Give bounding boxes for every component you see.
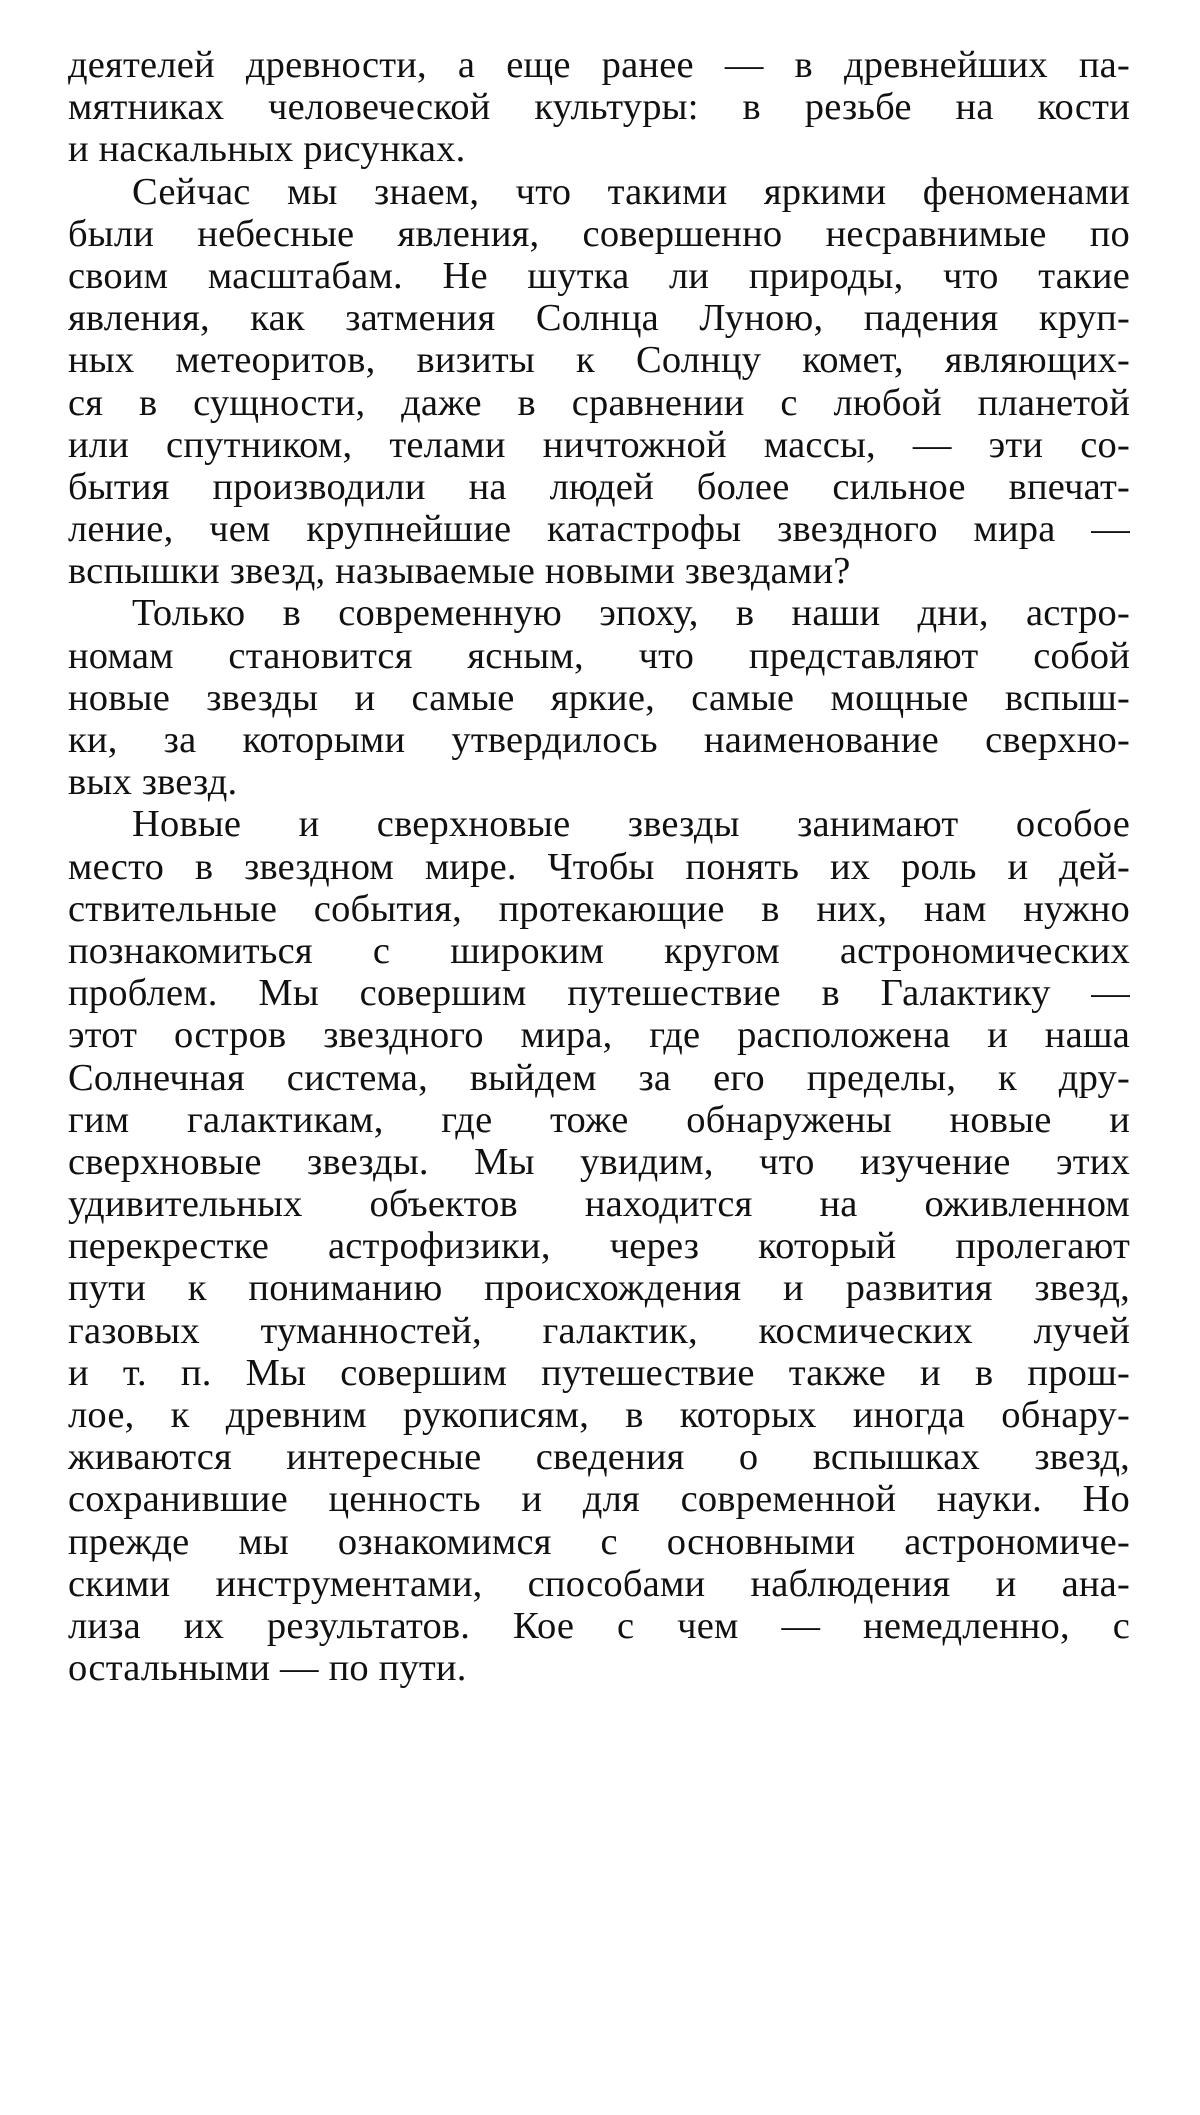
text-line: мятниках человеческой культуры: в резьбе на кости bbox=[68, 86, 1130, 129]
text-line: ных метеоритов, визиты к Солнцу комет, являющих- bbox=[68, 339, 1130, 382]
page-text bbox=[68, 44, 1130, 1689]
text-line: новые звезды и самые яркие, самые мощные вспыш- bbox=[68, 676, 1130, 719]
text-line: своим масштабам. Не шутка ли природы, что такие bbox=[68, 254, 1130, 297]
text-line: сохранившие ценность и для современной науки. Но bbox=[68, 1478, 1130, 1521]
text-line: ление, чем крупнейшие катастрофы звездного мира — bbox=[68, 508, 1130, 551]
text-line: живаются интересные сведения о вспышках звезд, bbox=[68, 1436, 1130, 1479]
text-line: перекрестке астрофизики, через который пролегают bbox=[68, 1225, 1130, 1268]
text-line: лиза их результатов. Кое с чем — немедленно, с bbox=[68, 1604, 1130, 1647]
text-line: Солнечная система, выйдем за его пределы, к дру- bbox=[68, 1056, 1130, 1099]
text-line: ки, за которыми утвердилось наименование сверхно- bbox=[68, 719, 1130, 761]
text-line: познакомиться с широким кругом астрономических bbox=[68, 929, 1130, 972]
text-line: скими инструментами, способами наблюдения и ана- bbox=[68, 1562, 1130, 1605]
text-line: номам становится ясным, что представляют собой bbox=[68, 634, 1130, 677]
text-line: остальными — по пути. bbox=[68, 1647, 467, 1690]
text-line: были небесные явления, совершенно несравнимые по bbox=[68, 212, 1130, 255]
text-line: вых звезд. bbox=[68, 761, 238, 804]
text-line: место в звездном мире. Чтобы понять их роль и дей- bbox=[68, 845, 1130, 888]
text-line: деятелей древности, а еще ранее — в древнейших па- bbox=[68, 44, 1130, 86]
text-line: удивительных объектов находится на оживленном bbox=[68, 1183, 1130, 1226]
text-line: этот остров звездного мира, где расположена и наша bbox=[68, 1014, 1130, 1057]
text-line: газовых туманностей, галактик, космических лучей bbox=[68, 1309, 1130, 1352]
text-line: Новые и сверхновые звезды занимают особое bbox=[132, 803, 1130, 846]
text-line: пути к пониманию происхождения и развития звезд, bbox=[68, 1267, 1130, 1310]
text-line: проблем. Мы совершим путешествие в Галактику — bbox=[68, 972, 1130, 1015]
text-line: вспышки звезд, называемые новыми звездами? bbox=[68, 550, 851, 593]
text-line: и наскальных рисунках. bbox=[68, 128, 466, 171]
text-line: ся в сущности, даже в сравнении с любой планетой bbox=[68, 381, 1130, 424]
text-line: явления, как затмения Солнца Луною, падения круп- bbox=[68, 297, 1130, 340]
text-line: гим галактикам, где тоже обнаружены новые и bbox=[68, 1098, 1130, 1141]
text-line: Сейчас мы знаем, что такими яркими феноменами bbox=[132, 170, 1130, 213]
text-line: лое, к древним рукописям, в которых иногда обнару- bbox=[68, 1394, 1130, 1436]
text-line: и т. п. Мы совершим путешествие также и в прош- bbox=[68, 1351, 1130, 1394]
text-line: бытия производили на людей более сильное впечат- bbox=[68, 465, 1130, 508]
text-line: Только в современную эпоху, в наши дни, астро- bbox=[132, 592, 1130, 635]
text-line: ствительные события, протекающие в них, нам нужно bbox=[68, 887, 1130, 930]
text-line: или спутником, телами ничтожной массы, — эти со- bbox=[68, 423, 1130, 466]
text-line: сверхновые звезды. Мы увидим, что изучение этих bbox=[68, 1140, 1130, 1183]
text-line: прежде мы ознакомимся с основными астрономиче- bbox=[68, 1520, 1130, 1563]
